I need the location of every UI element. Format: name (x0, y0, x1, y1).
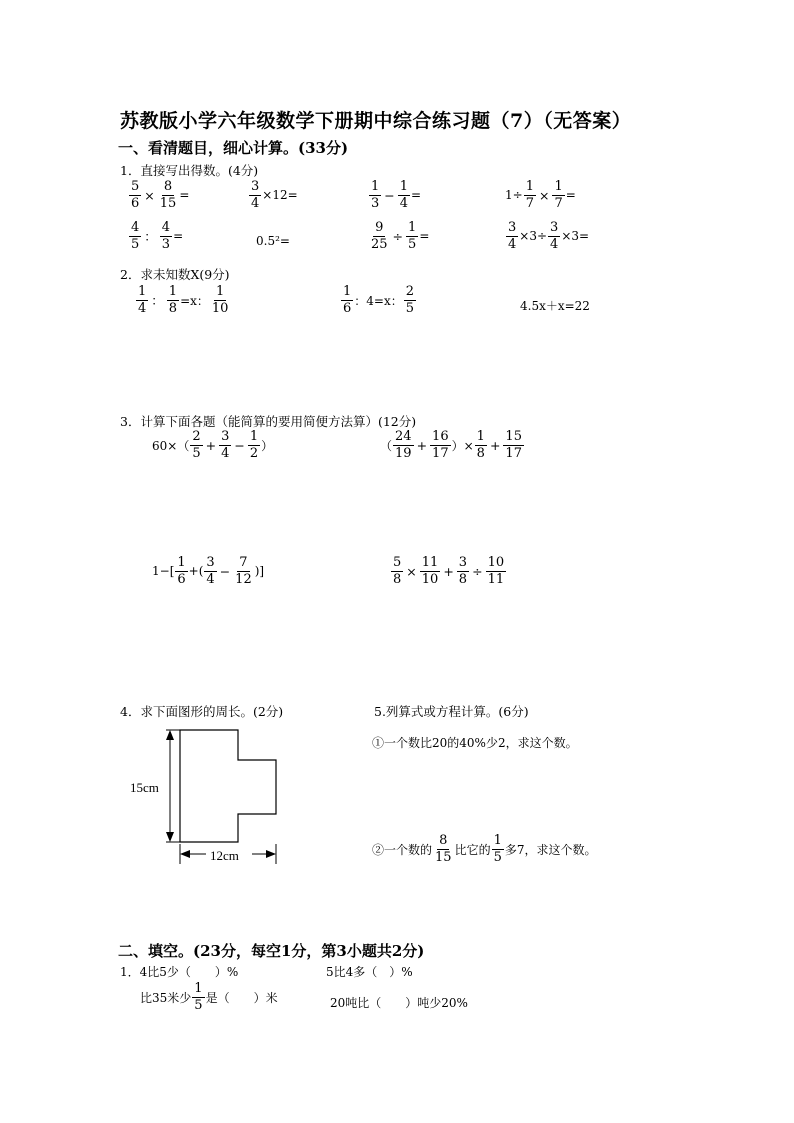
fraction: $\frac{1}{2}$ (249, 429, 259, 461)
height-label: 15cm (130, 780, 159, 795)
arrow-left-icon (180, 850, 190, 858)
fraction: $\frac{3}{4}$ (221, 429, 230, 461)
q2-c: 4.5x＋x=22 (520, 299, 590, 313)
fraction: $\frac{1}{7}$ (525, 179, 534, 211)
fraction: $\frac{1}{6}$ (177, 555, 186, 587)
fraction: $\frac{11}{10}$ (421, 555, 439, 587)
fraction: $\frac{1}{10}$ (211, 284, 229, 316)
q1-label: 1．直接写出得数。(4分) (120, 163, 259, 178)
fraction: $\frac{9}{25}$ (371, 220, 388, 252)
fraction: $\frac{24}{19}$ (395, 429, 412, 461)
width-label: 12cm (210, 848, 239, 863)
q5-label: 5.列算式或方程计算。(6分) (374, 704, 529, 719)
q5-problem-2: ②一个数的 $\frac{8}{15}$ 比它的 $\frac{1}{5}$ 多7，求这个数。 (372, 833, 597, 865)
fraction: $\frac{1}{3}$ (371, 179, 380, 211)
fraction: $\frac{1}{4}$ (138, 284, 147, 316)
s2-q1-b: 5比4多（ ）% (326, 965, 413, 979)
fraction: $\frac{3}{4}$ (206, 555, 215, 587)
page-title: 苏教版小学六年级数学下册期中综合练习题（7）（无答案） (120, 110, 632, 132)
q1-row1-c: $\frac{1}{3}$ − $\frac{1}{4}$ = (371, 179, 422, 211)
q4-label: 4．求下面图形的周长。(2分) (120, 704, 284, 719)
fraction: $\frac{1}{8}$ (476, 429, 485, 461)
q1-row2-b: 0.5²= (256, 234, 290, 248)
q1-row2-a: $\frac{4}{5}$ ： $\frac{4}{3}$ = (131, 220, 184, 252)
fraction: $\frac{1}{5}$ (408, 220, 417, 252)
arrow-down-icon (166, 832, 174, 842)
fraction: $\frac{1}{5}$ (493, 833, 502, 865)
q3-label: 3．计算下面各题（能简算的要用简便方法算）(12分) (120, 414, 417, 429)
arrow-right-icon (266, 850, 276, 858)
q1-row2-d: $\frac{3}{4}$ ×3÷ $\frac{3}{4}$ ×3= (508, 220, 590, 252)
fraction: $\frac{8}{15}$ (159, 179, 177, 211)
q2-label: 2．求未知数X(9分) (120, 267, 230, 282)
q5-problem-1: ①一个数比20的40%少2，求这个数。 (372, 736, 578, 750)
fraction: $\frac{5}{8}$ (393, 555, 402, 587)
section-1-heading: 一、看清题目，细心计算。(33分) (118, 139, 349, 157)
fraction: $\frac{1}{5}$ (194, 981, 203, 1013)
fraction: $\frac{3}{4}$ (550, 220, 559, 252)
fraction: $\frac{3}{4}$ (508, 220, 517, 252)
fraction: $\frac{2}{5}$ (405, 284, 415, 316)
q2-b: $\frac{1}{6}$ ：4=x： $\frac{2}{5}$ (343, 284, 415, 316)
perimeter-figure (130, 722, 290, 872)
fraction: $\frac{1}{4}$ (399, 179, 409, 211)
fraction: $\frac{2}{5}$ (192, 429, 201, 461)
q1-row1-a: $\frac{5}{6}$ × $\frac{8}{15}$ = (131, 179, 190, 211)
fraction: $\frac{7}{12}$ (235, 555, 252, 587)
q3-b: （ $\frac{24}{19}$ + $\frac{16}{17}$ ）× $\frac{1}{8}$ + $\frac{15}{17}$ (380, 429, 522, 461)
fraction: $\frac{1}{8}$ (168, 284, 178, 316)
s2-q1-a: 1．4比5少（ ）% (120, 965, 239, 979)
step-shape (180, 730, 276, 842)
fraction: $\frac{5}{6}$ (131, 179, 140, 211)
fraction: $\frac{1}{6}$ (343, 284, 352, 316)
fraction: $\frac{4}{5}$ (131, 220, 140, 252)
q3-c: 1−[ $\frac{1}{6}$ +( $\frac{3}{4}$ − $\frac{7}{12}$ )] (152, 555, 265, 587)
fraction: $\frac{10}{11}$ (487, 555, 505, 587)
q1-row1-b: $\frac{3}{4}$ ×12= (251, 179, 298, 211)
fraction: $\frac{15}{17}$ (505, 429, 522, 461)
fraction: $\frac{3}{4}$ (251, 179, 260, 211)
fraction: $\frac{16}{17}$ (432, 429, 449, 461)
q1-row1-d: 1÷ $\frac{1}{7}$ × $\frac{1}{7}$ = (505, 179, 576, 211)
q2-a: $\frac{1}{4}$ ： $\frac{1}{8}$ =x： $\frac{1}{10}$ (138, 284, 229, 316)
q3-d: $\frac{5}{8}$ × $\frac{11}{10}$ + $\frac{3}{8}$ ÷ $\frac{10}{11}$ (393, 555, 505, 587)
q3-a: 60×（ $\frac{2}{5}$ + $\frac{3}{4}$ − $\frac{1}{2}$ ） (152, 429, 274, 461)
fraction: $\frac{4}{3}$ (161, 220, 171, 252)
section-2-heading: 二、填空。(23分，每空1分，第3小题共2分) (118, 942, 425, 960)
s2-q1-d: 20吨比（ ）吨少20% (330, 996, 468, 1010)
fraction: $\frac{1}{7}$ (554, 179, 563, 211)
fraction: $\frac{8}{15}$ (435, 833, 452, 865)
q1-row2-c: $\frac{9}{25}$ ÷ $\frac{1}{5}$ = (371, 220, 430, 252)
fraction: $\frac{3}{8}$ (458, 555, 468, 587)
arrow-up-icon (166, 730, 174, 740)
s2-q1-c: 比35米少 $\frac{1}{5}$ 是（ ）米 (140, 981, 278, 1013)
